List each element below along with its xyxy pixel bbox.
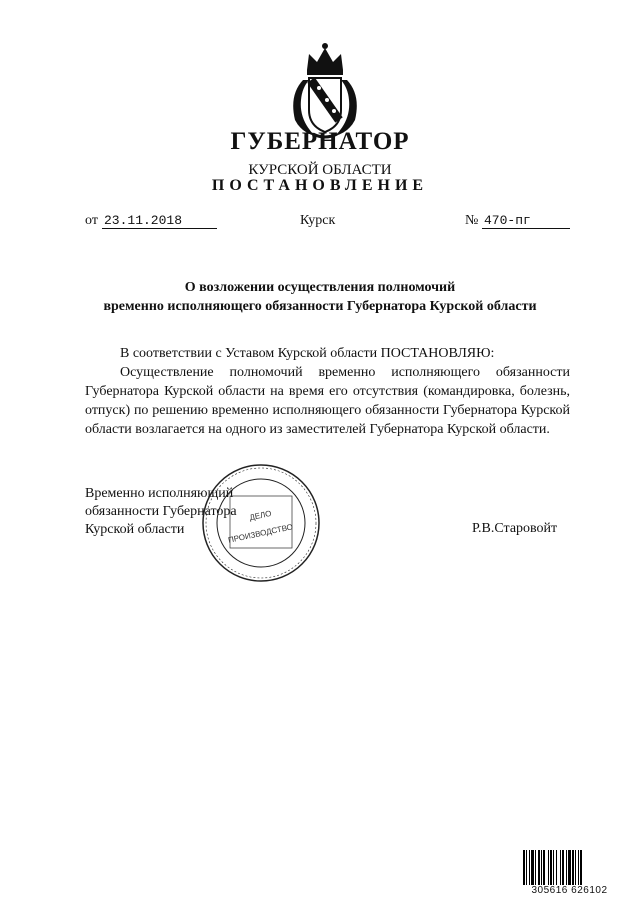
body-paragraph-2: Осуществление полномочий временно исполняющего обязанности Губернатора Курской области на время его отсутствия (командировка, болезнь, отпуск) по решению временно исполняющего обязанности Губернатора Курской области возлагается на одного из заместителей Губернатора Курской области. [85,365,570,437]
signatory-name: Р.В.Старовойт [472,521,558,536]
document-city: Курск [300,213,336,228]
barcode-bar [566,850,567,885]
barcode-bar [560,850,561,885]
document-body [85,344,570,439]
subject-line-2: временно исполняющего обязанности Губернатора Курской области [103,299,537,314]
barcode-bar [572,850,574,885]
barcode-bar [578,850,579,885]
signatory-title-line-1: Временно исполняющий [85,486,234,501]
signatory-title-line-2: обязанности Губернатора [85,504,237,519]
barcode-bar [550,850,552,885]
barcode-bar [541,850,542,885]
svg-text:ДЕЛО: ДЕЛО [248,508,273,523]
office-stamp [200,462,322,584]
document-subject [0,278,640,316]
subject-line-1: О возложении осуществления полномочий [184,280,456,295]
header-title: ГУБЕРНАТОР [230,128,410,155]
document-date: 23.11.2018 [102,213,217,229]
barcode-bar [580,850,582,885]
coat-of-arms-emblem [285,40,365,140]
barcode-bar [523,850,525,885]
barcode-bar [568,850,571,885]
document-number: 470-пг [482,213,570,229]
barcode-bar [529,850,530,885]
body-paragraph-1: В соответствии с Уставом Курской области ПОСТАНОВЛЯЮ: [120,346,495,361]
number-label: № [465,213,479,228]
header-region: КУРСКОЙ ОБЛАСТИ [248,162,392,178]
barcode-bar [538,850,540,885]
signatory-title-line-3: Курской области [85,522,185,537]
barcode-bar [526,850,527,885]
barcode-bar [562,850,564,885]
date-label: от [85,213,98,228]
barcode-bar [556,850,557,885]
barcode-bar [543,850,545,885]
barcode-bar [531,850,534,885]
document-type: ПОСТАНОВЛЕНИЕ [211,177,429,194]
svg-text:ПРОИЗВОДСТВО: ПРОИЗВОДСТВО [227,522,294,545]
barcode-bar [535,850,536,885]
barcode-bar [548,850,549,885]
barcode-number: 305616 626102 [522,885,617,896]
barcode-bar [575,850,576,885]
barcode-bar [553,850,554,885]
